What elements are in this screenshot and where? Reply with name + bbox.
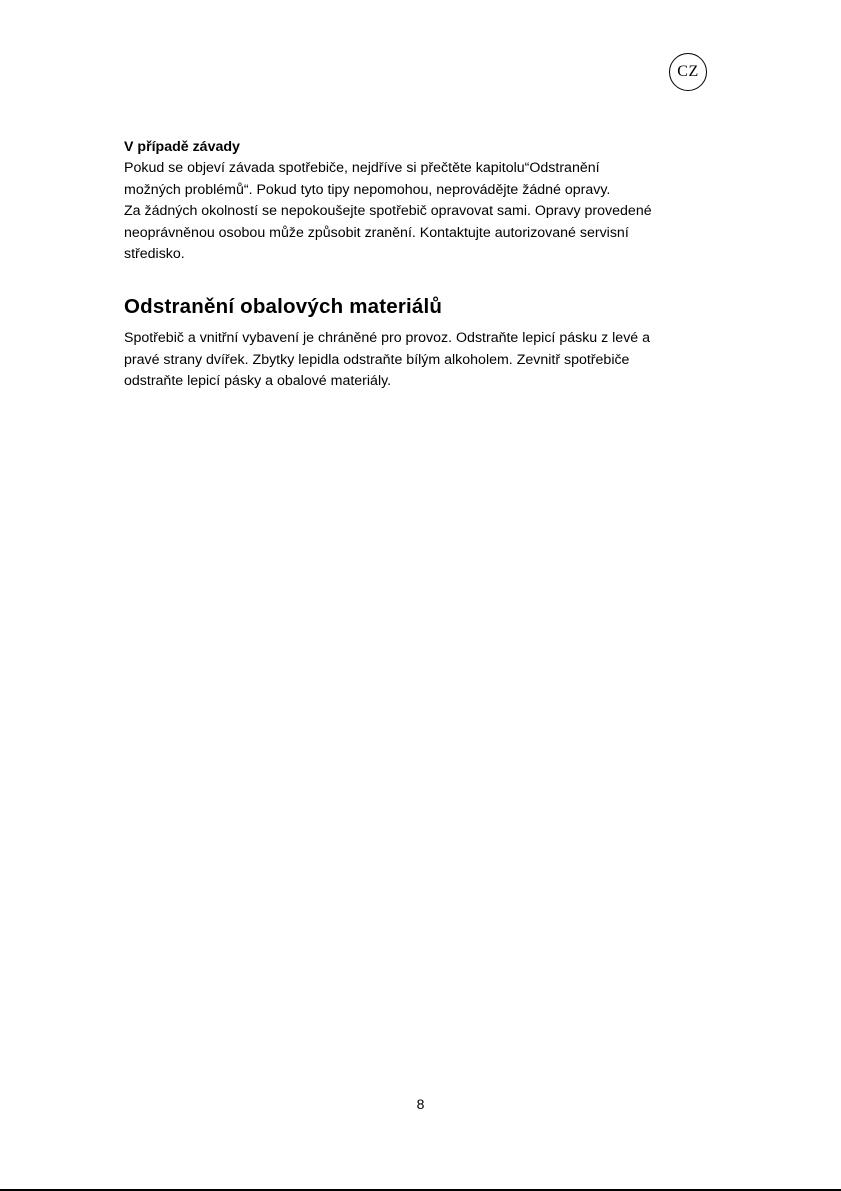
- text-line: pravé strany dvířek. Zbytky lepidla odstraňte bílým alkoholem. Zevnitř spotřebiče: [124, 351, 630, 368]
- packaging-section: [124, 294, 704, 393]
- language-badge: [669, 53, 707, 91]
- text-line: Za žádných okolností se nepokoušejte spotřebič opravovat sami. Opravy provedené: [124, 203, 652, 219]
- text-line: odstraňte lepicí pásky a obalové materiály.: [124, 373, 392, 389]
- fault-section-text: [124, 158, 704, 266]
- packaging-section-title: Odstranění obalových materiálů: [124, 295, 443, 318]
- language-code: CZ: [677, 63, 699, 80]
- page-number: 8: [416, 1096, 425, 1112]
- text-line: středisko.: [124, 246, 185, 262]
- text-line: Pokud se objeví závada spotřebiče, nejdříve si přečtěte kapitolu“Odstranění: [124, 160, 600, 176]
- text-line: možných problémů“. Pokud tyto tipy nepomohou, neprovádějte žádné opravy.: [124, 181, 611, 198]
- fault-section: [124, 137, 704, 266]
- text-line: neoprávněnou osobou může způsobit zranění. Kontaktujte autorizované servisní: [124, 224, 629, 241]
- packaging-section-text: [124, 328, 704, 393]
- text-line: Spotřebič a vnitřní vybavení je chráněné pro provoz. Odstraňte lepicí pásku z levé a: [124, 330, 651, 346]
- fault-section-title: V případě závady: [124, 139, 240, 155]
